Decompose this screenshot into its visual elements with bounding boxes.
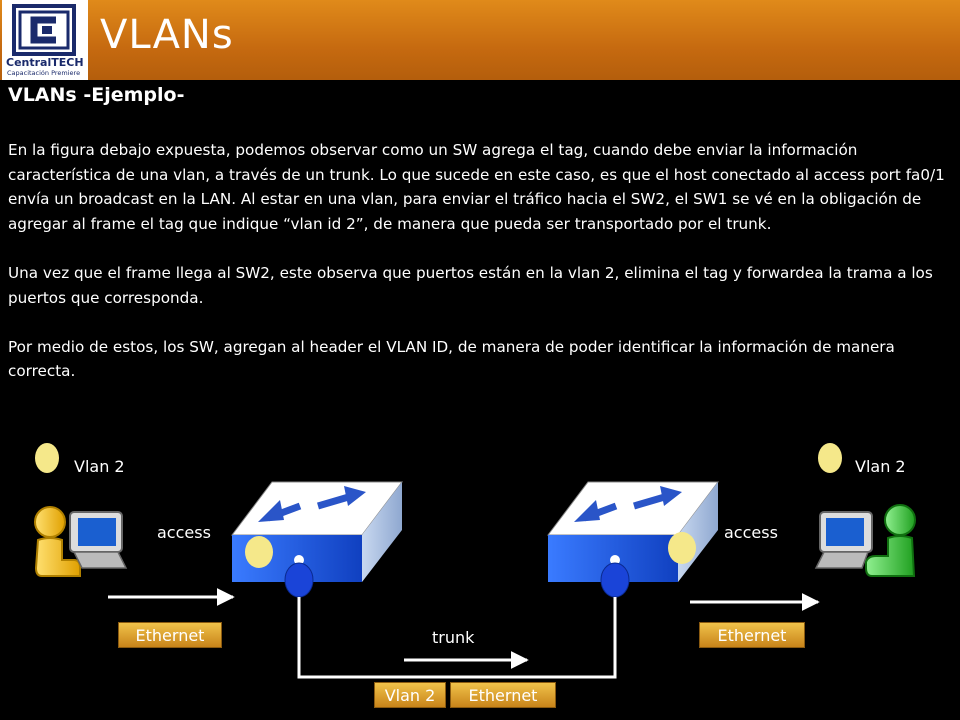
- logo-brand: CentralTECH: [6, 56, 84, 69]
- access-port-icon: [245, 536, 273, 568]
- right-host-icon: [816, 505, 915, 576]
- right-ethernet-tag: Ethernet: [699, 622, 805, 648]
- right-vlan-label: Vlan 2: [855, 457, 906, 476]
- right-port-label: access: [724, 523, 778, 542]
- section-subtitle: VLANs -Ejemplo-: [8, 84, 185, 106]
- paragraph-3: Por medio de estos, los SW, agregan al header el VLAN ID, de manera de poder identificar la información de manera correcta.: [8, 337, 895, 381]
- access-port-icon: [668, 532, 696, 564]
- paragraph-2: Una vez que el frame llega al SW2, este observa que puertos están en la vlan 2, elimina el tag y forwardea la trama a los puertos que corresponda.: [8, 263, 933, 307]
- vlan-dot-icon: [35, 443, 59, 473]
- switch-sw2-icon: [548, 482, 718, 582]
- vlan-dot-icon: [818, 443, 842, 473]
- trunk-port-icon: [285, 563, 313, 597]
- page-title: VLANs: [100, 12, 234, 58]
- trunk-vlan-tag: Vlan 2: [374, 682, 446, 708]
- logo-tagline: Capacitación Premiere: [7, 69, 81, 77]
- left-ethernet-tag: Ethernet: [118, 622, 222, 648]
- trunk-label: trunk: [432, 628, 475, 647]
- left-port-label: access: [157, 523, 211, 542]
- left-vlan-label: Vlan 2: [74, 457, 125, 476]
- left-host-icon: [35, 507, 126, 576]
- trunk-ethernet-tag: Ethernet: [450, 682, 556, 708]
- trunk-port-icon: [601, 563, 629, 597]
- paragraph-1: En la figura debajo expuesta, podemos observar como un SW agrega el tag, cuando debe enviar la información característica de una vlan, a través de un trunk. Lo que sucede en este caso, es que el host conectado al access port fa0/1 envía un broadcast en la LAN. Al estar en una vlan, para enviar el tráfico hacia el SW2, el SW1 se vé en la obligación de agregar al frame el tag que indique “vlan id 2”, de manera que pueda ser transportado por el trunk.: [8, 141, 945, 233]
